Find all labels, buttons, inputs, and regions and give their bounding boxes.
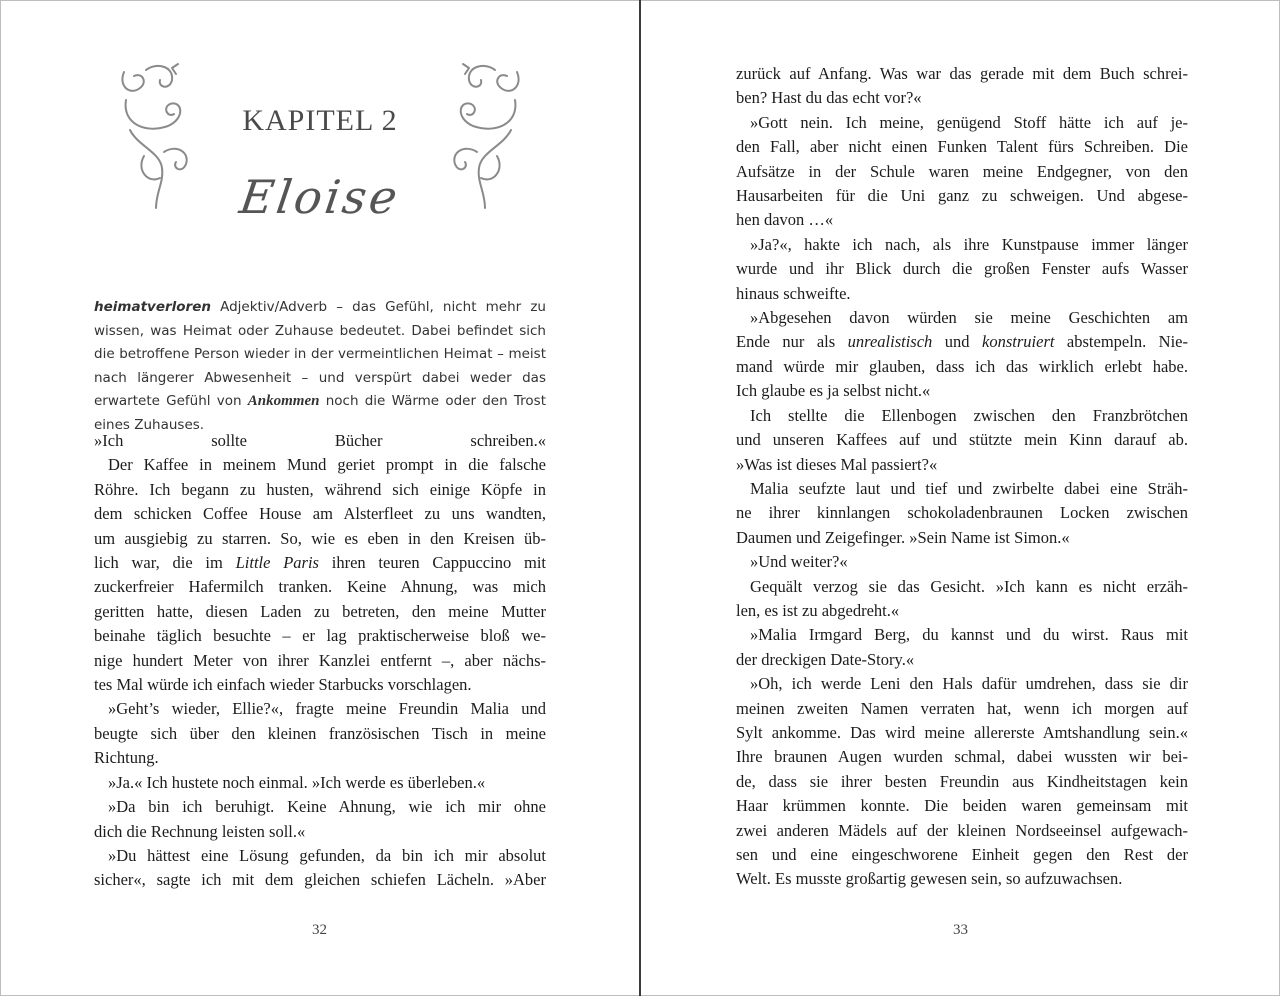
- text-line: hen davon …«: [736, 210, 834, 230]
- text-line: Ich stellte die Ellenbogen zwischen den Franzbrötchen: [750, 405, 1188, 425]
- text-line: zurück auf Anfang. Was war das gerade mit dem Buch schrei-: [736, 64, 1188, 83]
- text-line: sen und eine eingeschworene Einheit gegen den Rest der: [736, 845, 1188, 864]
- entry-keyword: heimatverloren: [94, 299, 211, 315]
- text-line: geritten hatte, diesen Laden zu betreten, den meine Mutter: [94, 601, 546, 621]
- text-line: Ich glaube es ja selbst nicht.«: [736, 381, 931, 401]
- text-line: ben? Hast du das echt vor?«: [736, 88, 922, 108]
- text-emphasis: konstruiert: [982, 332, 1055, 352]
- entry-text: Adjektiv/Adverb – das Gefühl, nicht mehr zu wissen, was Heimat oder Zuhause bedeutet. Dabei befindet sich die betroffene Person wieder in der vermeintlichen Heimat – meist nach längerer Abwesenheit – und verspürt dabei weder das erwartete Gefühl von: [94, 299, 546, 409]
- text-line: zuckerfreier Hafermilch tranken. Keine Ahnung, was mich: [94, 577, 546, 597]
- text-line: Hausarbeiten für die Uni ganz zu schweigen. Und abgese-: [736, 186, 1188, 206]
- text-line: Haar krümmen konnte. Die beiden waren gemeinsam mit: [736, 796, 1188, 816]
- text-line: dich die Rechnung leisten soll.«: [94, 821, 306, 841]
- text-line: Welt. Es musste großartig gewesen sein, so aufzuwachsen.: [736, 869, 1123, 889]
- text-line: »Malia Irmgard Berg, du kannst und du wirst. Raus mit: [750, 625, 1188, 645]
- text-line: »Geht’s wieder, Ellie?«, fragte meine Freundin Malia und: [108, 699, 546, 719]
- page-number: 32: [312, 922, 327, 938]
- text-line: len, es ist zu abgedreht.«: [736, 600, 900, 620]
- text-line: [736, 330, 1188, 354]
- text-line: beugte sich über den kleinen französischen Tisch in meine: [94, 723, 546, 743]
- scroll-ornament-icon: [116, 60, 208, 210]
- text-line: um ausgiebig zu starren. So, wie es eben in den Kreisen üb-: [94, 528, 546, 548]
- scroll-ornament-icon: [433, 60, 525, 210]
- text-line: meinen zweiten Namen verraten hat, wenn ich morgen auf: [736, 698, 1188, 718]
- text-line: Sylt ankomme. Das wird meine allererste Amtshandlung sein.«: [736, 722, 1188, 742]
- text-line: mand würde mir glauben, dass ich das wirklich erlebt habe.: [736, 356, 1188, 376]
- text-line: Aufsätze in der Schule waren meine Endgegner, von den: [736, 161, 1188, 181]
- text-line: »Gott nein. Ich meine, genügend Stoff hätte ich auf je-: [750, 112, 1188, 132]
- entry-text: noch die Wärme oder den Trost eines Zuhauses.: [94, 393, 547, 433]
- entry-emphasis: Ankommen: [247, 393, 320, 409]
- dictionary-entry: [94, 296, 546, 437]
- body-text: [94, 429, 546, 893]
- text-emphasis: Little Paris: [235, 553, 319, 573]
- text-emphasis: unrealistisch: [847, 332, 933, 352]
- text-line: wurde und ihr Blick durch die großen Fenster aufs Wasser: [736, 259, 1188, 279]
- text-line: ne ihrer kinnlangen schokoladenbraunen Locken zwischen: [736, 503, 1188, 523]
- text-line: [94, 551, 546, 575]
- text-line: Ihre braunen Augen wurden schmal, dabei wussten wir bei-: [736, 747, 1188, 767]
- text-line: der dreckigen Date-Story.«: [736, 649, 915, 669]
- text-line: »Oh, ich werde Leni den Hals dafür umdrehen, dass sie dir: [750, 674, 1188, 694]
- text-line: Der Kaffee in meinem Mund geriet prompt in die falsche: [108, 455, 546, 475]
- text-line: den Fall, aber nicht einen Funken Talent fürs Schreiben. Die: [736, 137, 1188, 157]
- text-span: lich war, die im: [94, 553, 236, 573]
- text-line: Gequält verzog sie das Gesicht. »Ich kann es nicht erzäh-: [750, 576, 1188, 596]
- text-line: de, dass sie ihrer besten Freundin aus Kindheitstagen kein: [736, 771, 1188, 791]
- right-page: [641, 0, 1280, 996]
- text-line: »Da bin ich beruhigt. Keine Ahnung, wie ich mir ohne: [108, 797, 546, 817]
- text-line: »Abgesehen davon würden sie meine Geschichten am: [750, 308, 1188, 328]
- text-line: hinaus schweifte.: [736, 283, 851, 303]
- text-line: »Was ist dieses Mal passiert?«: [736, 454, 938, 474]
- text-line: zwei anderen Mädels auf der kleinen Nordseeinsel aufgewach-: [736, 820, 1188, 840]
- text-span: und: [932, 332, 983, 352]
- left-page: [0, 0, 639, 996]
- text-line: dem schicken Coffee House am Alsterfleet zu uns wandten,: [94, 504, 546, 524]
- text-span: abstempeln. Nie-: [1054, 332, 1189, 352]
- text-line: tes Mal würde ich einfach wieder Starbucks vorschlagen.: [94, 675, 472, 695]
- text-line: nige hundert Meter von ihrer Kanzlei entfernt –, aber nächs-: [94, 650, 546, 670]
- text-line: Röhre. Ich begann zu husten, während sich einige Köpfe in: [94, 479, 546, 499]
- text-line: »Ja.« Ich hustete noch einmal. »Ich werde es überleben.«: [108, 772, 486, 792]
- text-span: Ende nur als: [736, 332, 848, 352]
- body-text: [736, 62, 1188, 892]
- text-line: »Du hättest eine Lösung gefunden, da bin ich mir absolut: [108, 845, 546, 865]
- text-line: Daumen und Zeigefinger. »Sein Name ist Simon.«: [736, 527, 1070, 547]
- text-line: »Und weiter?«: [750, 552, 848, 572]
- text-line: »Ich sollte Bücher schreiben.«: [94, 431, 546, 450]
- text-line: Richtung.: [94, 748, 159, 768]
- text-line: und unseren Kaffees auf und stützte mein Kinn darauf ab.: [736, 430, 1188, 450]
- text-line: sicher«, sagte ich mit dem gleichen schiefen Lächeln. »Aber: [94, 870, 546, 890]
- text-line: beinahe täglich besuchte – er lag praktischerweise bloß we-: [94, 626, 546, 646]
- text-line: »Ja?«, hakte ich nach, als ihre Kunstpause immer länger: [750, 234, 1188, 254]
- text-line: Malia seufzte laut und tief und zwirbelte dabei eine Sträh-: [750, 478, 1188, 498]
- text-span: ihren teuren Cappuccino mit: [318, 553, 546, 573]
- chapter-name: Eloise: [236, 170, 404, 224]
- page-number: 33: [953, 922, 968, 938]
- chapter-title: KAPITEL 2: [242, 104, 398, 137]
